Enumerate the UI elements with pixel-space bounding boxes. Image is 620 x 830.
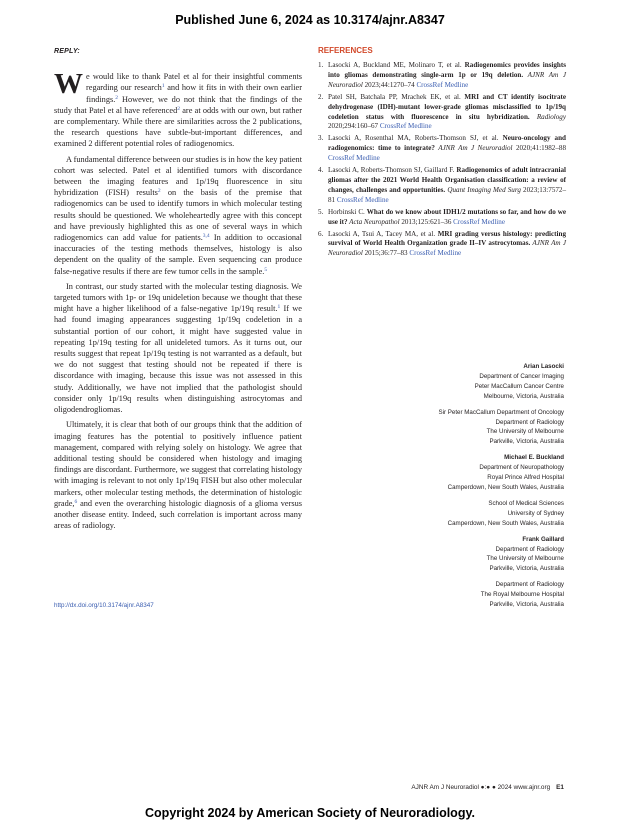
signature-block bbox=[380, 453, 564, 493]
affiliation-line: Department of Radiology bbox=[495, 545, 564, 553]
affiliation-line: Royal Prince Alfred Hospital bbox=[487, 474, 564, 482]
author-name: Frank Gaillard bbox=[522, 535, 564, 543]
reference-number: 1. bbox=[318, 61, 324, 69]
reference-details: 2023;44:1270–74 bbox=[362, 80, 417, 89]
ref-link[interactable]: 2 bbox=[157, 188, 161, 195]
ref-link[interactable]: 1 bbox=[277, 304, 281, 311]
affiliation-line: Parkville, Victoria, Australia bbox=[489, 565, 564, 573]
reference-journal: AJNR Am J Neuroradiol bbox=[434, 144, 513, 153]
copyright-banner: Copyright 2024 by American Society of Neuroradiology. bbox=[145, 806, 475, 820]
page-footer bbox=[411, 784, 564, 791]
affiliation-line: Peter MacCallum Cancer Centre bbox=[474, 382, 564, 390]
p1-text-d: are at odds with our own, but rather are complementary. While there are similarities across the 2 publications, the research questions have subtle-but-important differences, and examined 2 different potential roles of radiogenomics. bbox=[54, 105, 302, 149]
reference-item bbox=[318, 207, 566, 228]
doi-link[interactable]: http://dx.doi.org/10.3174/ajnr.A8347 bbox=[54, 602, 154, 609]
affiliation-line: Sir Peter MacCallum Department of Oncology bbox=[438, 408, 564, 416]
affiliation-line: Department of Radiology bbox=[495, 581, 564, 589]
reference-title: What do we know about IDH1/2 mutations so far, and how do we use it? bbox=[328, 207, 566, 226]
reference-number: 5. bbox=[318, 207, 324, 216]
reference-details: 2020;41:1982–88 bbox=[512, 144, 566, 153]
reference-number: 2. bbox=[318, 92, 324, 101]
ref-link[interactable]: 2 bbox=[115, 94, 119, 101]
reference-number: 4. bbox=[318, 166, 324, 175]
page-number: E1 bbox=[556, 784, 564, 791]
crossref-medline-link[interactable]: CrossRef Medline bbox=[409, 249, 462, 258]
reference-details: 2023;13:7572–81 bbox=[328, 185, 567, 204]
ref-link[interactable]: 1 bbox=[161, 83, 165, 90]
reference-journal: Acta Neuropathol bbox=[347, 217, 400, 226]
reference-number: 3. bbox=[318, 134, 324, 143]
affiliation-line: The University of Melbourne bbox=[486, 555, 564, 563]
p3-text-b: If we had found imaging appearances suggesting 1p/19q codeletion in a substantial portion of our cohort, it might have suggested value in repeating 1p/19q testing for all unideleted tumors. As it turns out, our results suggest that repeat 1p/19q testing is not warranted as a default, but we do not suggest that testing should not be repeated if there is discordance with imaging, because this issue was not assessed in this study. Additionally, we have not implied that the pathologist should consider only 1p/19q results when distinguishing astrocytomas and oligodendrogliomas. bbox=[54, 304, 302, 415]
reference-title: MRI grading versus histology: predicting survival of World Health Organization grade II–IV astrocytomas. bbox=[328, 229, 566, 248]
affiliation-line: Camperdown, New South Wales, Australia bbox=[447, 483, 564, 491]
paragraph-2 bbox=[54, 154, 302, 277]
p2-text-c: In addition to occasional inaccuracies of the testing methods themselves, histology is also dependent on the quality of the sample. Even sequencing can produce false-negative results if there are few tumor cells in the sample. bbox=[54, 233, 302, 276]
p4-text-a: Ultimately, it is clear that both of our groups think that the addition of imaging features has the potential to positively influence patient management, compared with relying solely on histology. We agree that additional testing should be considered when histology and imaging findings are discordant. Furthermore, we suggest that correlating histology with imaging is relevant to not only 1p/19q FISH but also other molecular markers, other molecular testing methods, the determination of histologic grade, bbox=[54, 420, 302, 508]
affiliation-line: The Royal Melbourne Hospital bbox=[480, 591, 564, 599]
p2-text-b: on the basis of the premise that radiogenomics can be used to identify tumors in which molecular testing results should be questioned. We wholeheartedly agree with this concept and have previously highlighted this as one of several ways in which radiogenomics can add value for patients. bbox=[54, 188, 302, 243]
reference-authors: Lasocki A, Tsui A, Tacey MA, et al. bbox=[328, 229, 438, 238]
p1-text-b: and how it fits in with their own earlier findings. bbox=[86, 83, 302, 104]
affiliation-line: University of Sydney bbox=[507, 509, 564, 517]
reference-journal: AJNR Am J Neuroradiol bbox=[328, 70, 567, 89]
references-heading: REFERENCES bbox=[318, 46, 373, 55]
affiliation-line: The University of Melbourne bbox=[486, 428, 564, 436]
reference-authors: Patel SH, Batchala PP, Mrachek EK, et al. bbox=[328, 92, 465, 101]
reference-journal: AJNR Am J Neuroradiol bbox=[328, 239, 566, 258]
signature-block bbox=[380, 535, 564, 575]
affiliation-line: Parkville, Victoria, Australia bbox=[489, 438, 564, 446]
affiliation-line: Camperdown, New South Wales, Australia bbox=[447, 519, 564, 527]
paragraph-3 bbox=[54, 281, 302, 415]
reference-authors: Lasocki A, Roberts-Thomson SJ, Gaillard F. bbox=[328, 166, 457, 175]
reference-details: 2015;36:77–83 bbox=[362, 249, 410, 258]
affiliation-line: Department of Cancer Imaging bbox=[479, 372, 564, 380]
reference-journal: Quant Imaging Med Surg bbox=[445, 185, 521, 194]
ref-link[interactable]: 5 bbox=[264, 266, 268, 273]
affiliation-line: Melbourne, Victoria, Australia bbox=[483, 392, 564, 400]
p1-text-a: e would like to thank Patel et al for their insightful comments regarding our research bbox=[86, 72, 302, 93]
reference-journal: Radiology bbox=[529, 112, 566, 121]
p2-text-a: A fundamental difference between our studies is in how the key patient cohort was selected. Patel et al identified tumors with discordance between the imaging features and 1p/19q fluorescence in situ hybridization (FISH) results bbox=[54, 154, 303, 198]
reference-title: Radiogenomics of adult intracranial gliomas after the 2021 World Health Organisation classification: a review of changes, challenges and opportunities. bbox=[328, 166, 566, 194]
reference-number: 6. bbox=[318, 229, 324, 238]
reference-item bbox=[318, 61, 567, 91]
affiliation-line: Department of Neuropathology bbox=[479, 464, 564, 472]
crossref-medline-link[interactable]: CrossRef Medline bbox=[336, 195, 389, 204]
references-list bbox=[318, 61, 566, 259]
reference-item bbox=[318, 92, 567, 133]
ref-link[interactable]: 3,4 bbox=[202, 233, 210, 240]
reference-title: Neuro-oncology and radiogenomics: time to integrate? bbox=[328, 134, 566, 153]
reference-authors: Lasocki A, Rosenthal MA, Roberts-Thomson SJ, et al. bbox=[328, 134, 503, 143]
reference-details: 2020;294:160–67 bbox=[328, 122, 380, 131]
paragraph-4 bbox=[54, 419, 302, 531]
affiliation-line: Parkville, Victoria, Australia bbox=[489, 601, 564, 609]
crossref-medline-link[interactable]: CrossRef Medline bbox=[453, 217, 505, 226]
reference-item bbox=[318, 134, 566, 164]
signature-block bbox=[380, 499, 564, 529]
reference-authors: Lasocki A, Buckland ME, Molinaro T, et al. bbox=[328, 61, 465, 69]
p4-text-b: and even the overarching histologic diagnosis of a glioma versus another disease entity. Indeed, such correlation is important across many areas of radiology. bbox=[54, 498, 302, 531]
reference-title: MRI and CT identify isocitrate dehydrogenase (IDH)-mutant lower-grade gliomas misclassified to 1p/19q codeletion status with fluorescence in situ hybridization. bbox=[328, 92, 567, 121]
ref-link[interactable]: 2 bbox=[177, 105, 180, 112]
references-column bbox=[318, 46, 566, 261]
signature-block bbox=[380, 362, 564, 402]
affiliation-line: School of Medical Sciences bbox=[488, 499, 564, 507]
affiliation-line: Department of Radiology bbox=[495, 418, 564, 426]
reply-label: REPLY: bbox=[54, 48, 80, 55]
author-signatures bbox=[380, 362, 564, 610]
published-banner: Published June 6, 2024 as 10.3174/ajnr.A8347 bbox=[175, 13, 445, 27]
author-name: Michael E. Buckland bbox=[504, 454, 564, 462]
signature-block bbox=[380, 408, 564, 448]
signature-block bbox=[380, 580, 564, 610]
footer-journal: AJNR Am J Neuroradiol ●:● ● 2024 www.ajnr.org bbox=[411, 784, 551, 791]
reference-details: 2013;125:621–36 bbox=[399, 217, 454, 226]
reference-authors: Horbinski C. bbox=[328, 207, 367, 216]
p3-text-a: In contrast, our study started with the molecular testing diagnosis. We targeted tumors with 1p- or 19q unideletion because we thought that these might have a higher likelihood of a false-negative 1p/19q result. bbox=[54, 281, 302, 314]
author-name: Arian Lasocki bbox=[523, 363, 564, 370]
reply-column bbox=[54, 46, 302, 535]
paragraph-1 bbox=[54, 68, 302, 149]
ref-link[interactable]: 6 bbox=[74, 498, 78, 505]
reference-item bbox=[318, 166, 567, 206]
drop-cap: W bbox=[54, 68, 83, 101]
reference-title: Radiogenomics provides insights into gliomas demonstrating single-arm 1p or 19q deletion. bbox=[328, 61, 566, 79]
crossref-medline-link[interactable]: CrossRef Medline bbox=[379, 122, 432, 131]
crossref-medline-link[interactable]: CrossRef Medline bbox=[416, 80, 469, 89]
p1-text-c: However, we do not think that the findings of the study that Patel et al have referenced bbox=[54, 94, 302, 115]
reference-item bbox=[318, 229, 566, 260]
crossref-medline-link[interactable]: CrossRef Medline bbox=[328, 154, 380, 163]
